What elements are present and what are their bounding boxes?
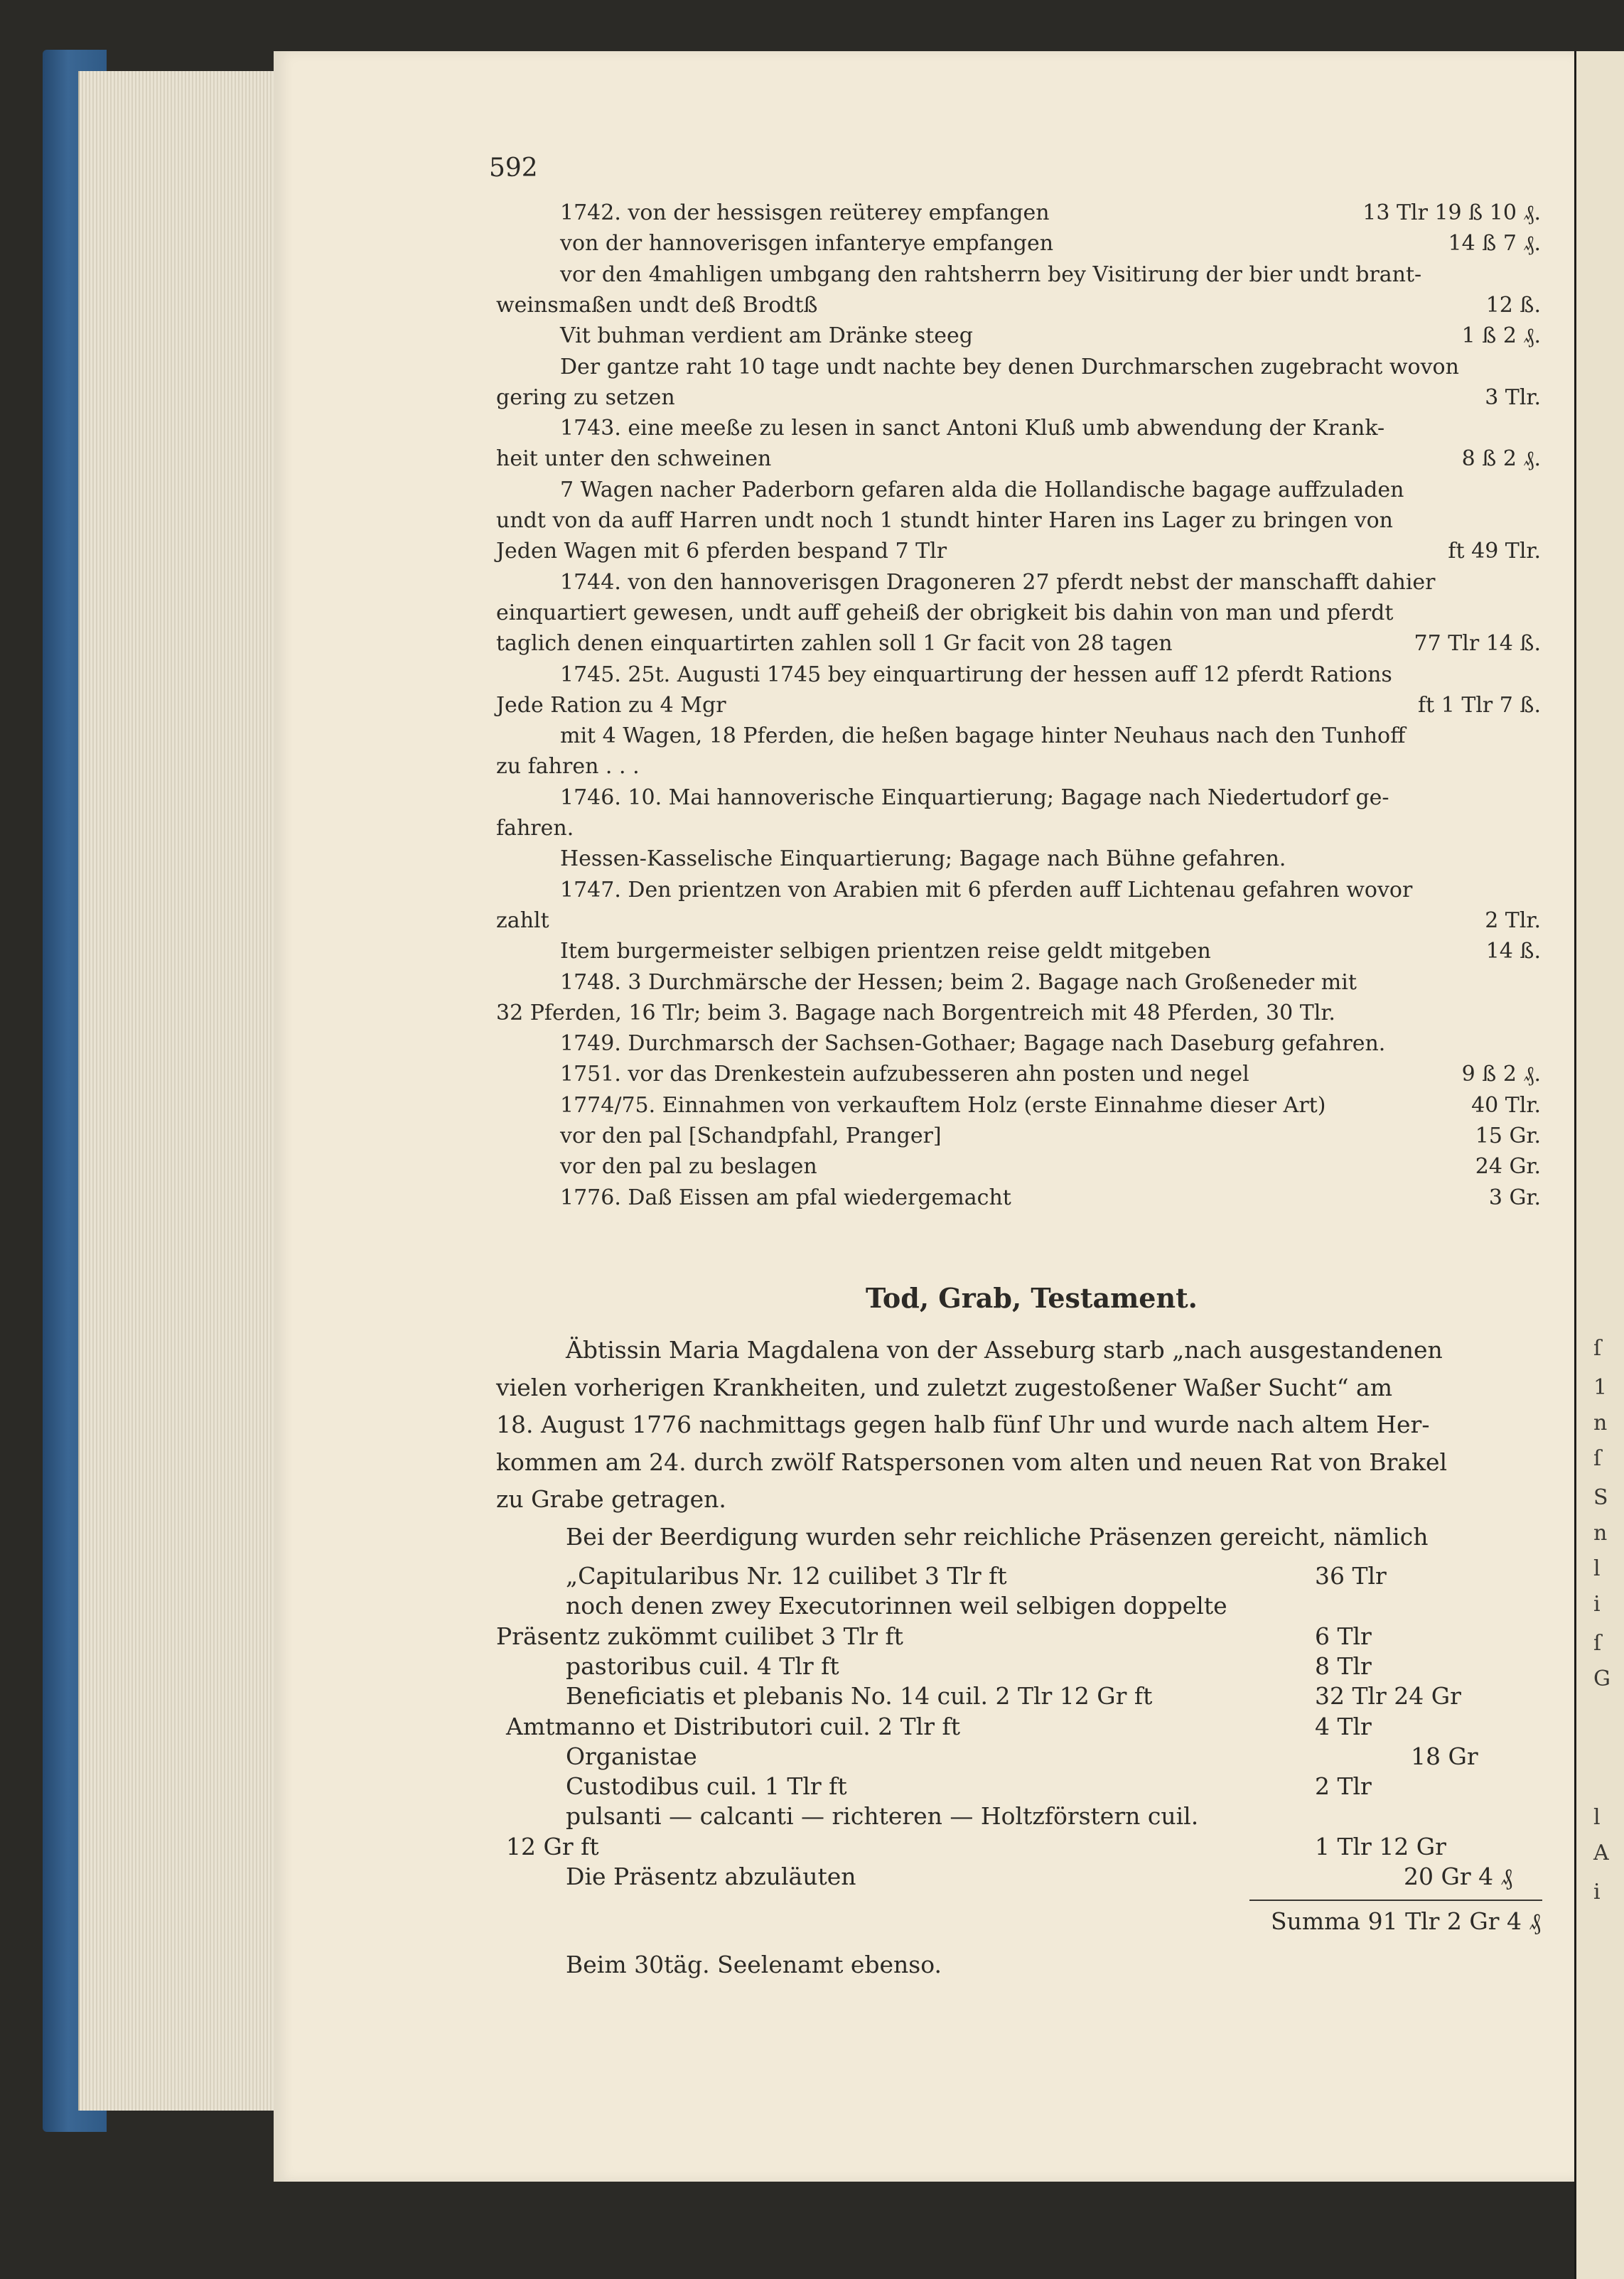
chronicle-line: gering zu setzen	[496, 384, 675, 410]
chronicle-amount: 24 Gr.	[1475, 1154, 1541, 1180]
chronicle-line: 1751. vor das Drenkestein aufzubesseren ahn posten und negel	[560, 1062, 1249, 1087]
table-row-label: „Capitularibus Nr. 12 cuilibet 3 Tlr ft	[566, 1562, 1007, 1590]
chronicle-line: Jeden Wagen mit 6 pferden bespand 7 Tlr	[496, 539, 947, 564]
chronicle-amount: 13 Tlr 19 ß 10 ₰.	[1362, 200, 1541, 225]
page-edges	[78, 71, 279, 2111]
chronicle-amount: 9 ß 2 ₰.	[1461, 1062, 1541, 1087]
margin-fragment: 1	[1593, 1375, 1608, 1400]
adjacent-page-edge	[1574, 51, 1624, 2279]
chronicle-line: Hessen-Kasselische Einquartierung; Bagage nach Bühne gefahren.	[560, 846, 1286, 872]
table-row-amount: 4 Tlr	[1315, 1712, 1372, 1740]
table-row-label: 12 Gr ft	[506, 1832, 599, 1860]
table-row-label: pastoribus cuil. 4 Tlr ft	[566, 1652, 839, 1680]
chronicle-line: vor den pal zu beslagen	[560, 1154, 817, 1180]
table-row-amount: 20 Gr 4 ₰	[1404, 1863, 1513, 1890]
chronicle-amount: 15 Gr.	[1475, 1124, 1541, 1148]
chronicle-line: weinsmaßen undt deß Brodtß	[496, 292, 818, 318]
chronicle-amount: 3 Tlr.	[1485, 384, 1541, 410]
table-row-amount: 2 Tlr	[1315, 1772, 1372, 1801]
table-row-amount: 32 Tlr 24 Gr	[1315, 1682, 1461, 1710]
chronicle-line: 1742. von der hessisgen reüterey empfangen	[560, 200, 1050, 225]
chronicle-amount: 14 ß.	[1485, 939, 1541, 964]
paragraph-line: vielen vorherigen Krankheiten, und zuletzt zugestoßener Waßer Sucht“ am	[496, 1373, 1393, 1401]
margin-fragment: n	[1593, 1411, 1608, 1435]
chronicle-line: zu fahren . . .	[496, 754, 640, 780]
table-row-amount: 1 Tlr 12 Gr	[1315, 1832, 1446, 1860]
table-row-label: Beneficiatis et plebanis No. 14 cuil. 2 Tlr 12 Gr ft	[566, 1682, 1153, 1710]
margin-fragment: G	[1593, 1666, 1610, 1691]
margin-fragment: ſ	[1593, 1631, 1602, 1656]
margin-fragment: l	[1593, 1556, 1601, 1581]
margin-fragment: i	[1593, 1880, 1601, 1904]
table-row-label: Präsentz zukömmt cuilibet 3 Tlr ft	[496, 1622, 903, 1650]
margin-fragment: ſ	[1593, 1446, 1602, 1471]
page-number: 592	[489, 153, 538, 183]
chronicle-amount: 40 Tlr.	[1471, 1092, 1541, 1118]
chronicle-line: 1747. Den prientzen von Arabien mit 6 pferden auff Lichtenau gefahren wovor	[560, 877, 1413, 903]
chronicle-line: vor den pal [Schandpfahl, Pranger]	[560, 1124, 942, 1148]
chronicle-line: 1749. Durchmarsch der Sachsen-Gothaer; Bagage nach Daseburg gefahren.	[560, 1031, 1386, 1057]
section-title: Tod, Grab, Testament.	[866, 1282, 1198, 1314]
margin-fragment: i	[1593, 1592, 1601, 1617]
chronicle-line: 1743. eine meeße zu lesen in sanct Antoni Kluß umb abwendung der Krank-	[560, 416, 1385, 441]
chronicle-line: von der hannoverisgen infanterye empfangen	[560, 231, 1054, 257]
chronicle-amount: 3 Gr.	[1488, 1185, 1541, 1210]
margin-fragment: ſ	[1593, 1336, 1602, 1361]
chronicle-line: einquartiert gewesen, undt auff geheiß der obrigkeit bis dahin von man und pferdt	[496, 600, 1394, 625]
table-row-amount: 6 Tlr	[1315, 1622, 1372, 1650]
chronicle-line: Der gantze raht 10 tage undt nachte bey denen Durchmarschen zugebracht wovon	[560, 354, 1459, 379]
table-row-amount: 36 Tlr	[1315, 1562, 1387, 1590]
table-row-amount: 18 Gr	[1411, 1742, 1478, 1770]
chronicle-line: 1748. 3 Durchmärsche der Hessen; beim 2. Bagage nach Großeneder mit	[560, 969, 1357, 995]
paragraph-line: kommen am 24. durch zwölf Ratspersonen vom alten und neuen Rat von Brakel	[496, 1448, 1448, 1476]
paragraph-line: 18. August 1776 nachmittags gegen halb fünf Uhr und wurde nach altem Her-	[496, 1411, 1430, 1438]
chronicle-line: Jede Ration zu 4 Mgr	[496, 692, 726, 718]
chronicle-amount: 12 ß.	[1485, 292, 1541, 318]
chronicle-line: 1774/75. Einnahmen von verkauftem Holz (erste Einnahme dieser Art)	[560, 1092, 1326, 1118]
chronicle-line: 1744. von den hannoverisgen Dragoneren 27 pferdt nebst der manschafft dahier	[560, 569, 1436, 595]
table-row-label: Organistae	[566, 1742, 697, 1770]
chronicle-amount: 77 Tlr 14 ß.	[1414, 631, 1541, 657]
chronicle-line: Vit buhman verdient am Dränke steeg	[560, 323, 973, 349]
table-row-label: noch denen zwey Executorinnen weil selbigen doppelte	[566, 1592, 1227, 1620]
margin-fragment: A	[1593, 1841, 1609, 1865]
paragraph-line: Äbtissin Maria Magdalena von der Asseburg starb „nach ausgestandenen	[566, 1336, 1443, 1364]
chronicle-line: mit 4 Wagen, 18 Pferden, die heßen bagage hinter Neuhaus nach den Tunhoff	[560, 723, 1406, 749]
chronicle-amount: 2 Tlr.	[1485, 907, 1541, 933]
chronicle-amount: 8 ß 2 ₰.	[1461, 446, 1541, 472]
chronicle-line: vor den 4mahligen umbgang den rahtsherrn bey Visitirung der bier undt brant-	[560, 262, 1422, 287]
chronicle-line: 1745. 25t. Augusti 1745 bey einquartirung der hessen auff 12 pferdt Rations	[560, 662, 1392, 687]
chronicle-line: Item burgermeister selbigen prientzen reise geldt mitgeben	[560, 939, 1211, 964]
chronicle-line: 32 Pferden, 16 Tlr; beim 3. Bagage nach Borgentreich mit 48 Pferden, 30 Tlr.	[496, 1000, 1335, 1025]
chronicle-line: 1746. 10. Mai hannoverische Einquartierung; Bagage nach Niedertudorf ge-	[560, 785, 1389, 810]
table-row-amount: 8 Tlr	[1315, 1652, 1372, 1680]
chronicle-amount: 14 ß 7 ₰.	[1448, 231, 1541, 257]
margin-fragment: S	[1593, 1485, 1608, 1510]
chronicle-amount: 1 ß 2 ₰.	[1461, 323, 1541, 349]
table-row-label: pulsanti — calcanti — richteren — Holtzförstern cuil.	[566, 1802, 1199, 1831]
sum-rule	[1249, 1900, 1542, 1901]
margin-fragment: n	[1593, 1521, 1608, 1546]
closing-line: Beim 30täg. Seelenamt ebenso.	[566, 1951, 942, 1978]
chronicle-line: 1776. Daß Eissen am pfal wiedergemacht	[560, 1185, 1011, 1210]
chronicle-line: 7 Wagen nacher Paderborn gefaren alda die Hollandische bagage auffzuladen	[560, 477, 1404, 502]
summa-line: Summa 91 Tlr 2 Gr 4 ₰	[1270, 1907, 1541, 1935]
chronicle-amount: ft 49 Tlr.	[1448, 539, 1541, 564]
table-row-label: Amtmanno et Distributori cuil. 2 Tlr ft	[506, 1712, 960, 1740]
chronicle-line: fahren.	[496, 816, 574, 841]
chronicle-line: undt von da auff Harren undt noch 1 stundt hinter Haren ins Lager zu bringen von	[496, 508, 1394, 533]
chronicle-line: zahlt	[496, 907, 549, 933]
table-row-label: Die Präsentz abzuläuten	[566, 1863, 856, 1890]
table-row-label: Custodibus cuil. 1 Tlr ft	[566, 1772, 847, 1801]
chronicle-line: heit unter den schweinen	[496, 446, 772, 472]
chronicle-amount: ft 1 Tlr 7 ß.	[1418, 692, 1541, 718]
margin-fragment: l	[1593, 1805, 1601, 1830]
chronicle-line: taglich denen einquartirten zahlen soll 1 Gr facit von 28 tagen	[496, 631, 1173, 657]
paragraph-line: zu Grabe getragen.	[496, 1485, 726, 1513]
funeral-intro: Bei der Beerdigung wurden sehr reichliche Präsenzen gereicht, nämlich	[566, 1523, 1429, 1551]
